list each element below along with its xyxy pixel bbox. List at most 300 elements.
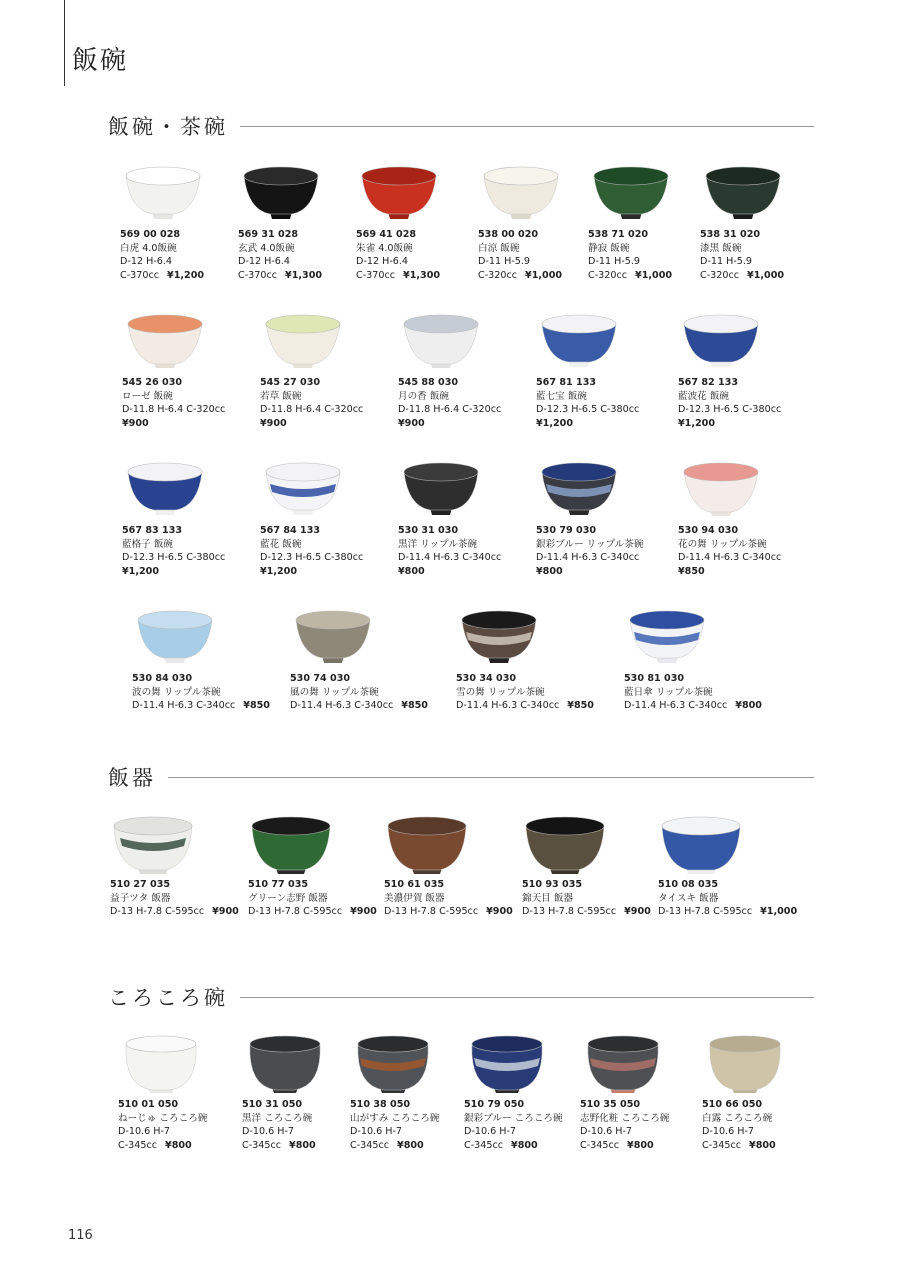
bowl-image: [678, 310, 781, 372]
bowl-rim: [128, 463, 202, 481]
bowl-image: [456, 606, 594, 668]
product-spec: [238, 269, 324, 283]
spec-text: C-370cc: [238, 269, 278, 281]
spec-text: D-12.3 H-6.5 C-380cc: [260, 552, 364, 564]
product-info: [700, 228, 786, 282]
bowl-image: [464, 1032, 563, 1094]
spec-text: C-345cc: [580, 1139, 620, 1151]
product-spec: [350, 1125, 439, 1139]
product-spec: [456, 699, 594, 713]
product-spec: [398, 403, 501, 417]
product-price: ¥900: [398, 417, 425, 429]
bowl-rim: [128, 315, 202, 333]
product-code: 567 83 133: [122, 525, 183, 536]
product-spec: [522, 905, 651, 919]
product-name: 白虎 4.0飯碗: [120, 242, 177, 254]
product-info: [588, 228, 674, 282]
spec-text: C-370cc: [356, 269, 396, 281]
product-name: タイスキ 飯器: [658, 892, 719, 904]
section-title: 飯碗・茶碗: [108, 115, 228, 139]
product-info: [678, 524, 781, 578]
product-spec: [248, 905, 377, 919]
product-code: 510 77 035: [248, 879, 309, 890]
product-name: 月の香 飯碗: [398, 390, 450, 402]
product-info: [290, 672, 428, 713]
product-item: [478, 162, 564, 282]
product-item: [238, 162, 324, 282]
bowl-image: [536, 310, 639, 372]
spec-text: C-320cc: [588, 269, 628, 281]
section-header-rice-bowls: [108, 111, 814, 141]
product-item: [658, 812, 797, 919]
bowl-image: [678, 458, 781, 520]
product-item: [580, 1032, 669, 1152]
product-spec: [624, 699, 762, 713]
spec-text: C-345cc: [242, 1139, 282, 1151]
product-name: 藍花 飯碗: [260, 538, 302, 550]
product-price-line: [260, 417, 363, 431]
product-code: 530 79 030: [536, 525, 597, 536]
product-price-line: [122, 417, 225, 431]
product-item: [122, 458, 225, 578]
product-spec: [356, 255, 442, 269]
product-price: ¥850: [243, 700, 270, 712]
product-name: 白露 ころころ碗: [702, 1112, 773, 1124]
product-code: 510 35 050: [580, 1099, 641, 1110]
product-code: 569 31 028: [238, 229, 299, 240]
bowl-rim: [404, 315, 478, 333]
product-name: 雪の舞 リップル茶碗: [456, 686, 545, 698]
bowl-image: [290, 606, 428, 668]
product-price: ¥900: [260, 417, 287, 429]
bowl-image: [248, 812, 377, 874]
product-spec: [122, 403, 225, 417]
product-spec: [290, 699, 428, 713]
product-name: 黒洋 リップル茶碗: [398, 538, 478, 550]
bowl-rim: [358, 1036, 428, 1052]
spec-text: D-12 H-6.4: [238, 256, 291, 268]
spec-text: D-13 H-7.8 C-595cc: [522, 906, 617, 918]
bowl-image: [260, 310, 363, 372]
product-spec: [242, 1125, 328, 1139]
product-price: ¥900: [122, 417, 149, 429]
product-code: 538 31 020: [700, 229, 761, 240]
product-code: 545 88 030: [398, 377, 459, 388]
spec-text: D-11.8 H-6.4 C-320cc: [122, 404, 226, 416]
product-item: [536, 458, 643, 578]
product-info: [478, 228, 564, 282]
product-code: 530 31 030: [398, 525, 459, 536]
product-spec: [464, 1139, 563, 1153]
product-price-line: [536, 417, 639, 431]
product-spec: [678, 403, 781, 417]
product-item: [588, 162, 674, 282]
bowl-rim: [266, 463, 340, 481]
product-price: ¥800: [735, 700, 762, 712]
spec-text: D-12.3 H-6.5 C-380cc: [678, 404, 782, 416]
spec-text: D-10.6 H-7: [118, 1126, 171, 1138]
product-name: 静寂 飯碗: [588, 242, 630, 254]
product-name: 藍波花 飯碗: [678, 390, 730, 402]
spec-text: D-11.4 H-6.3 C-340cc: [624, 700, 728, 712]
bowl-image: [478, 162, 564, 224]
product-code: 567 81 133: [536, 377, 597, 388]
product-code: 569 41 028: [356, 229, 417, 240]
product-price: ¥1,000: [760, 906, 798, 918]
bowl-rim: [684, 315, 758, 333]
bowl-rim: [114, 817, 192, 835]
product-code: 510 66 050: [702, 1099, 763, 1110]
product-spec: [384, 905, 513, 919]
product-price-line: [536, 565, 643, 579]
product-name: 漆黒 飯碗: [700, 242, 742, 254]
product-code: 510 31 050: [242, 1099, 303, 1110]
product-info: [120, 228, 206, 282]
product-price: ¥800: [289, 1139, 316, 1151]
product-price: ¥1,300: [403, 269, 441, 281]
bowl-rim: [710, 1036, 780, 1052]
product-item: [242, 1032, 328, 1152]
product-item: [398, 310, 501, 430]
bowl-image: [522, 812, 651, 874]
product-price: ¥900: [212, 906, 239, 918]
product-spec: [580, 1139, 669, 1153]
product-name: 銀彩ブルー ころころ碗: [464, 1112, 563, 1124]
bowl-rim: [138, 611, 212, 629]
product-price: ¥1,000: [525, 269, 563, 281]
product-code: 567 82 133: [678, 377, 739, 388]
product-price: ¥800: [511, 1139, 538, 1151]
product-name: ローゼ 飯碗: [122, 390, 173, 402]
product-name: 志野化粧 ころころ碗: [580, 1112, 670, 1124]
product-price: ¥850: [401, 700, 428, 712]
spec-text: C-345cc: [464, 1139, 504, 1151]
product-price: ¥1,200: [260, 565, 298, 577]
product-info: [118, 1098, 207, 1152]
bowl-image: [702, 1032, 788, 1094]
bowl-rim: [526, 817, 604, 835]
section-divider: [240, 126, 814, 127]
product-name: 風の舞 リップル茶碗: [290, 686, 379, 698]
product-spec: [132, 699, 270, 713]
product-info: [658, 878, 797, 919]
product-item: [260, 458, 363, 578]
product-price-line: [260, 565, 363, 579]
product-name: 益子ツタ 飯器: [110, 892, 171, 904]
spec-text: D-10.6 H-7: [580, 1126, 633, 1138]
spec-text: D-12.3 H-6.5 C-380cc: [122, 552, 226, 564]
product-code: 530 34 030: [456, 673, 517, 684]
bowl-rim: [706, 167, 780, 185]
bowl-rim: [662, 817, 740, 835]
product-price-line: [122, 565, 225, 579]
product-item: [624, 606, 762, 713]
product-item: [356, 162, 442, 282]
spec-text: D-13 H-7.8 C-595cc: [110, 906, 205, 918]
bowl-image: [536, 458, 643, 520]
product-code: 510 08 035: [658, 879, 719, 890]
spec-text: C-320cc: [478, 269, 518, 281]
product-name: 朱雀 4.0飯碗: [356, 242, 413, 254]
product-spec: [702, 1139, 788, 1153]
product-info: [464, 1098, 563, 1152]
product-item: [456, 606, 594, 713]
spec-text: D-11.4 H-6.3 C-340cc: [456, 700, 560, 712]
product-name: 白涼 飯碗: [478, 242, 520, 254]
bowl-image: [260, 458, 363, 520]
spec-text: D-11.4 H-6.3 C-340cc: [398, 552, 502, 564]
product-spec: [350, 1139, 439, 1153]
bowl-image: [356, 162, 442, 224]
product-code: 545 26 030: [122, 377, 183, 388]
bowl-image: [350, 1032, 439, 1094]
product-code: 510 01 050: [118, 1099, 179, 1110]
product-code: 545 27 030: [260, 377, 321, 388]
product-spec: [588, 269, 674, 283]
bowl-image: [580, 1032, 669, 1094]
bowl-rim: [126, 167, 200, 185]
product-spec: [356, 269, 442, 283]
product-code: 510 93 035: [522, 879, 583, 890]
product-code: 510 38 050: [350, 1099, 411, 1110]
bowl-rim: [296, 611, 370, 629]
product-item: [350, 1032, 439, 1152]
product-spec: [242, 1139, 328, 1153]
product-price: ¥900: [486, 906, 513, 918]
product-spec: [118, 1139, 207, 1153]
product-info: [702, 1098, 788, 1152]
product-code: 569 00 028: [120, 229, 181, 240]
spec-text: D-11.4 H-6.3 C-340cc: [536, 552, 640, 564]
product-price: ¥1,000: [635, 269, 673, 281]
product-info: [678, 376, 781, 430]
product-price: ¥850: [678, 565, 705, 577]
product-info: [122, 524, 225, 578]
product-name: 銀彩ブルー リップル茶碗: [536, 538, 644, 550]
product-price: ¥1,200: [536, 417, 574, 429]
product-code: 538 71 020: [588, 229, 649, 240]
product-spec: [700, 269, 786, 283]
product-name: ねーじゅ ころころ碗: [118, 1112, 208, 1124]
bowl-image: [700, 162, 786, 224]
page-title: 飯碗: [72, 46, 129, 76]
spec-text: D-10.6 H-7: [350, 1126, 403, 1138]
section-header-round-bowls: [108, 982, 814, 1012]
product-item: [678, 458, 781, 578]
bowl-rim: [244, 167, 318, 185]
product-info: [242, 1098, 328, 1152]
bowl-image: [398, 310, 501, 372]
product-info: [384, 878, 513, 919]
bowl-rim: [542, 463, 616, 481]
product-item: [260, 310, 363, 430]
product-spec: [588, 255, 674, 269]
product-info: [350, 1098, 439, 1152]
spec-text: D-12 H-6.4: [356, 256, 409, 268]
product-spec: [120, 269, 206, 283]
product-item: [118, 1032, 207, 1152]
spec-text: C-320cc: [700, 269, 740, 281]
spec-text: D-12 H-6.4: [120, 256, 173, 268]
product-spec: [260, 403, 363, 417]
product-item: [120, 162, 206, 282]
product-code: 510 79 050: [464, 1099, 525, 1110]
spec-text: C-345cc: [118, 1139, 158, 1151]
product-spec: [118, 1125, 207, 1139]
spec-text: D-11.4 H-6.3 C-340cc: [132, 700, 236, 712]
product-info: [522, 878, 651, 919]
product-info: [356, 228, 442, 282]
product-name: 山がすみ ころころ碗: [350, 1112, 440, 1124]
spec-text: D-11 H-5.9: [588, 256, 641, 268]
product-price: ¥800: [165, 1139, 192, 1151]
product-item: [700, 162, 786, 282]
product-item: [464, 1032, 563, 1152]
product-name: 玄武 4.0飯碗: [238, 242, 295, 254]
product-item: [678, 310, 781, 430]
product-spec: [120, 255, 206, 269]
product-price-line: [398, 417, 501, 431]
product-spec: [658, 905, 797, 919]
product-item: [290, 606, 428, 713]
product-spec: [478, 255, 564, 269]
product-spec: [110, 905, 239, 919]
bowl-image: [118, 1032, 207, 1094]
product-info: [580, 1098, 669, 1152]
product-spec: [702, 1125, 788, 1139]
spec-text: D-11.8 H-6.4 C-320cc: [398, 404, 502, 416]
product-code: 538 00 020: [478, 229, 539, 240]
product-item: [122, 310, 225, 430]
product-name: 藍日傘 リップル茶碗: [624, 686, 713, 698]
bowl-image: [658, 812, 797, 874]
spec-text: D-11 H-5.9: [700, 256, 753, 268]
product-code: 530 84 030: [132, 673, 193, 684]
bowl-rim: [404, 463, 478, 481]
spec-text: D-13 H-7.8 C-595cc: [248, 906, 343, 918]
spec-text: D-11.4 H-6.3 C-340cc: [290, 700, 394, 712]
bowl-image: [384, 812, 513, 874]
bowl-image: [588, 162, 674, 224]
product-info: [398, 524, 501, 578]
bowl-rim: [462, 611, 536, 629]
section-divider: [240, 997, 814, 998]
product-info: [456, 672, 594, 713]
product-item: [248, 812, 377, 919]
section-title: 飯器: [108, 766, 156, 790]
product-item: [384, 812, 513, 919]
bowl-rim: [588, 1036, 658, 1052]
product-price: ¥800: [749, 1139, 776, 1151]
product-price: ¥1,200: [678, 417, 716, 429]
product-code: 510 27 035: [110, 879, 171, 890]
bowl-image: [624, 606, 762, 668]
product-info: [248, 878, 377, 919]
bowl-rim: [542, 315, 616, 333]
product-spec: [700, 255, 786, 269]
product-spec: [122, 551, 225, 565]
product-price: ¥1,200: [122, 565, 160, 577]
product-item: [536, 310, 639, 430]
product-info: [238, 228, 324, 282]
bowl-image: [398, 458, 501, 520]
product-name: 黒洋 ころころ碗: [242, 1112, 313, 1124]
product-price-line: [678, 417, 781, 431]
product-code: 510 61 035: [384, 879, 445, 890]
product-item: [522, 812, 651, 919]
bowl-rim: [388, 817, 466, 835]
product-price: ¥800: [397, 1139, 424, 1151]
product-spec: [580, 1125, 669, 1139]
product-code: 567 84 133: [260, 525, 321, 536]
spec-text: D-10.6 H-7: [464, 1126, 517, 1138]
product-info: [624, 672, 762, 713]
product-info: [260, 376, 363, 430]
bowl-image: [238, 162, 324, 224]
product-price: ¥800: [627, 1139, 654, 1151]
bowl-rim: [472, 1036, 542, 1052]
spec-text: C-345cc: [350, 1139, 390, 1151]
product-price: ¥1,000: [747, 269, 785, 281]
product-info: [122, 376, 225, 430]
product-price-line: [398, 565, 501, 579]
bowl-image: [132, 606, 270, 668]
product-name: 錦天目 飯器: [522, 892, 574, 904]
spec-text: D-13 H-7.8 C-595cc: [384, 906, 479, 918]
bowl-rim: [594, 167, 668, 185]
bowl-image: [110, 812, 239, 874]
product-name: 藍七宝 飯碗: [536, 390, 588, 402]
bowl-rim: [250, 1036, 320, 1052]
spec-text: C-370cc: [120, 269, 160, 281]
product-spec: [238, 255, 324, 269]
product-name: 波の舞 リップル茶碗: [132, 686, 221, 698]
product-info: [132, 672, 270, 713]
product-price: ¥1,200: [167, 269, 205, 281]
bowl-image: [122, 310, 225, 372]
product-price: ¥850: [567, 700, 594, 712]
bowl-rim: [252, 817, 330, 835]
product-name: 美濃伊賀 飯器: [384, 892, 445, 904]
spec-text: D-10.6 H-7: [242, 1126, 295, 1138]
product-price: ¥900: [350, 906, 377, 918]
product-item: [702, 1032, 788, 1152]
bowl-rim: [126, 1036, 196, 1052]
product-name: 藍格子 飯碗: [122, 538, 174, 550]
section-divider: [168, 777, 814, 778]
spec-text: C-345cc: [702, 1139, 742, 1151]
page-number: 116: [68, 1228, 93, 1243]
product-price: ¥1,300: [285, 269, 323, 281]
product-item: [132, 606, 270, 713]
product-price-line: [678, 565, 781, 579]
page-header-rule: [64, 0, 65, 86]
product-spec: [260, 551, 363, 565]
product-name: 若草 飯碗: [260, 390, 302, 402]
spec-text: D-11.4 H-6.3 C-340cc: [678, 552, 782, 564]
spec-text: D-11.8 H-6.4 C-320cc: [260, 404, 364, 416]
product-info: [536, 376, 639, 430]
product-price: ¥800: [536, 565, 563, 577]
bowl-rim: [362, 167, 436, 185]
product-price: ¥900: [624, 906, 651, 918]
spec-text: D-10.6 H-7: [702, 1126, 755, 1138]
product-spec: [464, 1125, 563, 1139]
product-price: ¥800: [398, 565, 425, 577]
product-name: グリーン志野 飯器: [248, 892, 328, 904]
bowl-image: [122, 458, 225, 520]
section-header-rice-vessels: [108, 762, 814, 792]
